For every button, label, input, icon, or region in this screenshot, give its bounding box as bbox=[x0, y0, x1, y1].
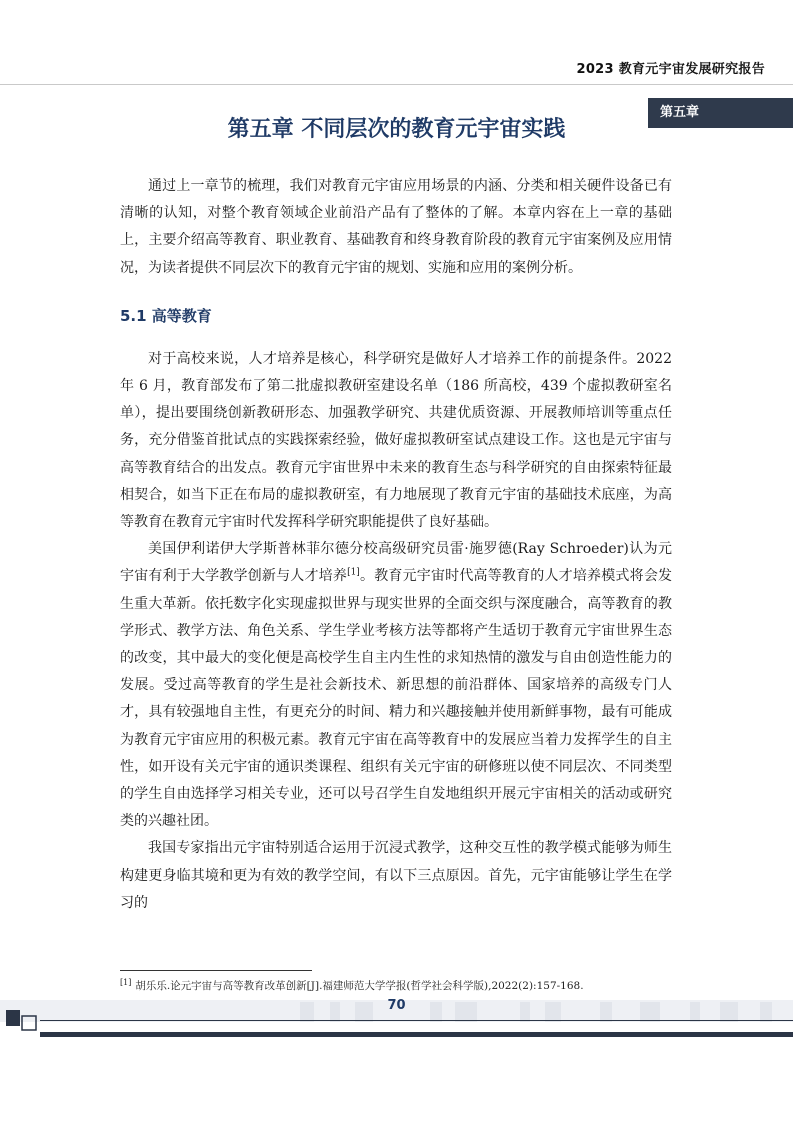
paragraph-2-lead: 美国伊利诺伊大学斯普林菲尔德分校高级研究员雷·施罗德(Ray Schroeder)认为元宇宙有利于大学教学创新与人才培养 bbox=[120, 541, 672, 585]
footer-dark-bar bbox=[40, 1032, 793, 1037]
intro-paragraph: 通过上一章节的梳理，我们对教育元宇宙应用场景的内涵、分类和相关硬件设备已有清晰的认知，对整个教育领域企业前沿产品有了整体的了解。本章内容在上一章的基础上，主要介绍高等教育、职业教育、基础教育和终身教育阶段的教育元宇宙案例及应用情况，为读者提供不同层次下的教育元宇宙的规划、实施和应用的案例分析。 bbox=[120, 178, 672, 276]
footnote-rule bbox=[120, 970, 312, 971]
section-heading: 5.1 高等教育 bbox=[120, 306, 212, 325]
footnote-reference: [1] bbox=[347, 567, 360, 578]
running-header: 2023 教育元宇宙发展研究报告 bbox=[576, 62, 765, 77]
paragraph-2-rest: 。教育元宇宙时代高等教育的人才培养模式将会发生重大革新。依托数字化实现虚拟世界与现实世界的全面交织与深度融合，高等教育的教学形式、教学方法、角色关系、学生学业考核方法等都将产生适切于教育元宇宙世界生态的改变，其中最大的变化便是高校学生自主内生性的求知热情的激发与自由创造性能力的发展。受过高等教育的学生是社会新技术、新思想的前沿群体、国家培养的高级专门人才，具有较强地自主性，有更充分的时间、精力和兴趣接触并使用新鲜事物，最有可能成为教育元宇宙应用的积极元素。教育元宇宙在高等教育中的发展应当着力发挥学生的自主性，如开设有关元宇宙的通识类课程、组织有关元宇宙的研修班以使不同层次、不同类型的学生自由选择学习相关专业，还可以号召学生自发地组织开展元宇宙相关的活动或研究类的兴趣社团。 bbox=[120, 568, 673, 830]
body-content bbox=[120, 173, 672, 917]
header-rule bbox=[0, 84, 793, 85]
page-number: 70 bbox=[387, 998, 406, 1013]
footnote-marker: [1] bbox=[120, 977, 132, 987]
footer-thin-line bbox=[40, 1020, 793, 1021]
chapter-title: 第五章 不同层次的教育元宇宙实践 bbox=[227, 117, 566, 142]
chapter-tab: 第五章 bbox=[648, 98, 793, 128]
footnote-text: 胡乐乐.论元宇宙与高等教育改革创新[J].福建师范大学学报(哲学社会科学版),2022(2):157-168. bbox=[135, 980, 584, 992]
footnote bbox=[120, 978, 680, 994]
section-paragraph-1: 对于高校来说，人才培养是核心，科学研究是做好人才培养工作的前提条件。2022 年 6 月，教育部发布了第二批虚拟教研室建设名单（186 所高校，439 个虚拟教研室名单），提出要围绕创新教研形态、加强教学研究、共建优质资源、开展教师培训等重点任务，充分借鉴首批试点的实践探索经验，做好虚拟教研室试点建设工作。这也是元宇宙与高等教育结合的出发点。教育元宇宙世界中未来的教育生态与科学研究的自由探索特征最相契合，如当下正在布局的虚拟教研室，有力地展现了教育元宇宙的基础技术底座，为高等教育在教育元宇宙时代发挥科学研究职能提供了良好基础。 bbox=[120, 350, 672, 531]
section-paragraph-2 bbox=[120, 536, 672, 835]
section-paragraph-3: 我国专家指出元宇宙特别适合运用于沉浸式教学，这种交互性的教学模式能够为师生构建更身临其境和更为有效的教学空间，有以下三点原因。首先，元宇宙能够让学生在学习的 bbox=[120, 840, 672, 911]
